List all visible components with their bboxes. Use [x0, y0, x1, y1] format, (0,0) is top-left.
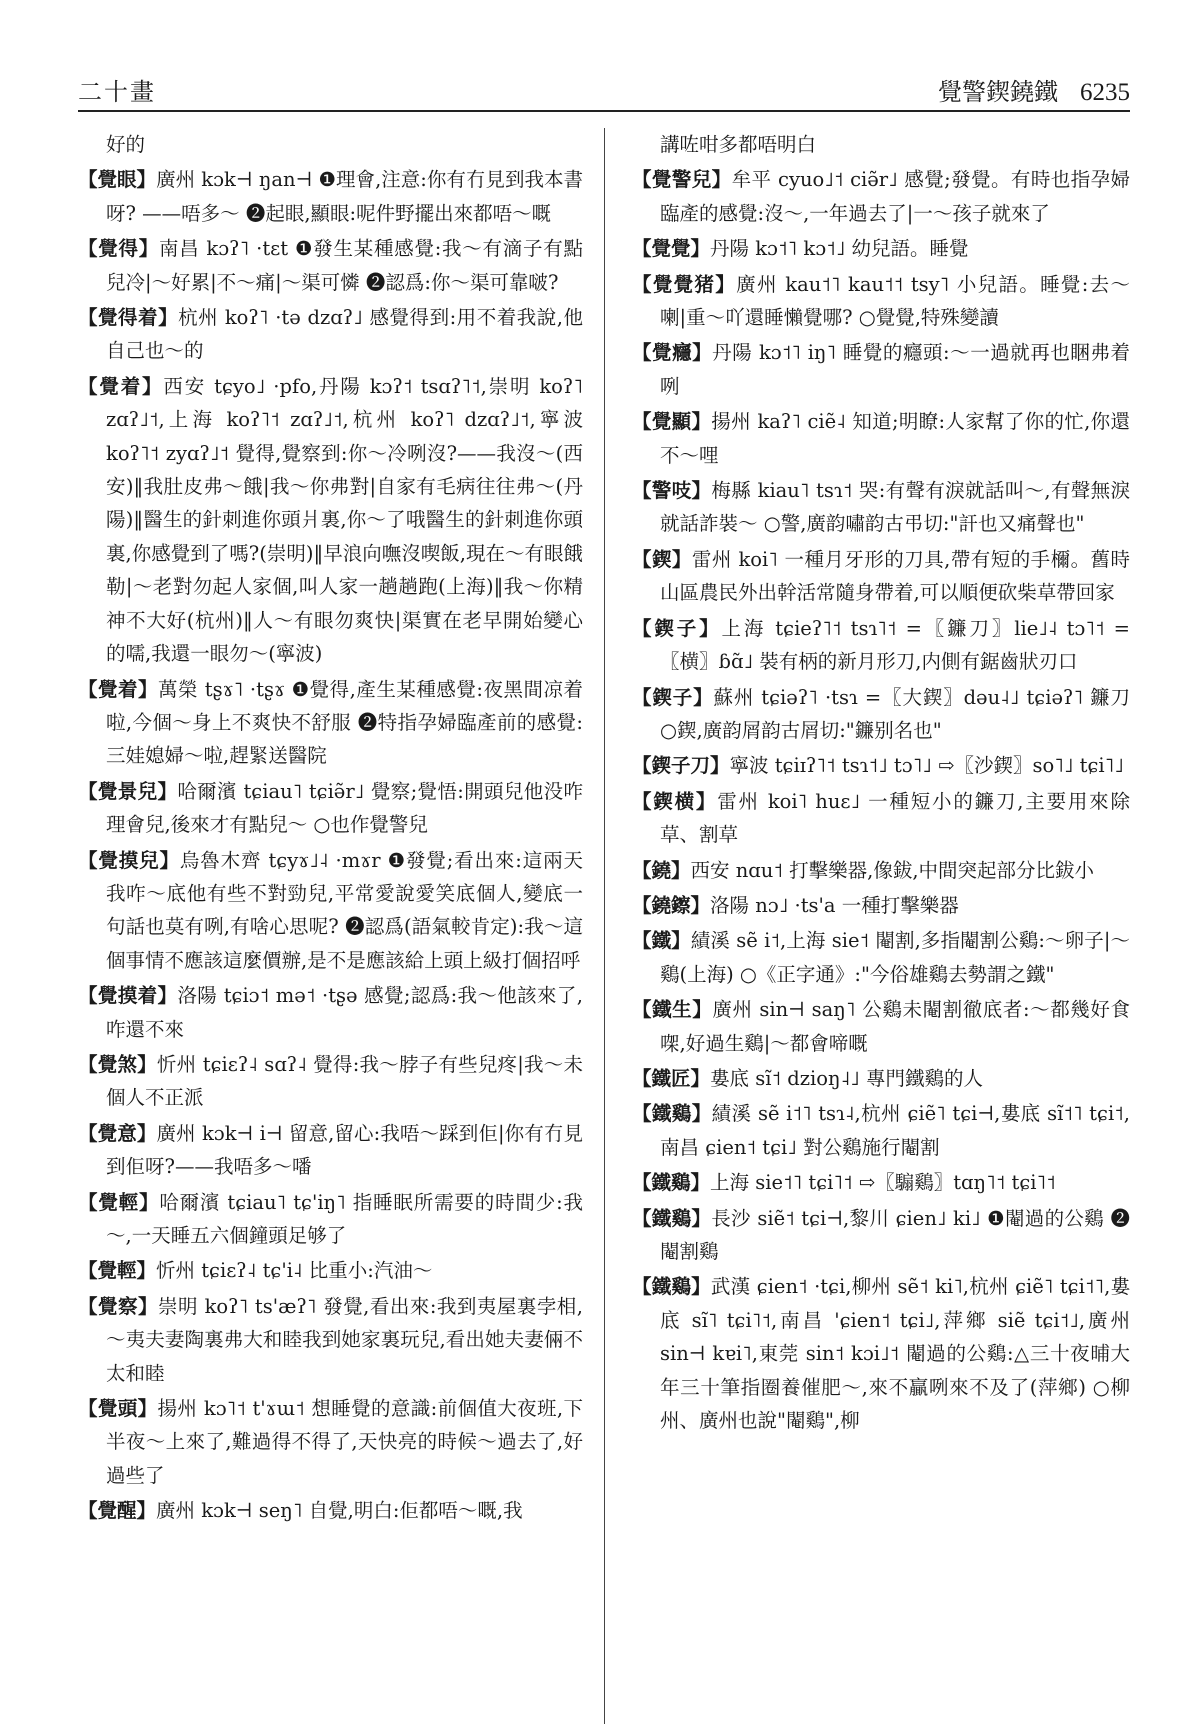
entry-text: 雷州 koi˥ huɛ˩ 一種短小的鐮刀,主要用來除草、割草: [660, 789, 1130, 847]
dictionary-entry: [632, 232, 1130, 265]
dictionary-entry: [78, 1254, 583, 1287]
dictionary-entry: [632, 1270, 1130, 1437]
entry-text: 廣州 sin⊣ saŋ˥ 公鷄未閹割徹底者:～都幾好食㗎,好過生鷄|～都會啼嘅: [660, 998, 1130, 1055]
entry-headword: 【覺輕】: [78, 1190, 160, 1214]
entry-text: 洛陽 nɔ˩ ·ts'a 一種打擊樂器: [710, 893, 959, 917]
column-divider: [604, 128, 605, 1724]
entry-headword: 【覺醒】: [78, 1499, 157, 1523]
right-column: [632, 128, 1130, 1439]
entry-headword: 【警吱】: [632, 479, 712, 503]
entry-headword: 【鐃鑔】: [632, 893, 711, 917]
entry-headword: 【鐵鷄】: [632, 1102, 712, 1126]
dictionary-entry: [632, 924, 1130, 991]
dictionary-entry: [78, 301, 583, 368]
dictionary-entry: [632, 612, 1130, 679]
entry-text: 萬榮 tʂɤ˥ ·tʂɤ ❶覺得,產生某種感覺:夜黑間凉着啦,今個～身上不爽快不舒服 ❷特指孕婦臨產前的感覺:三娃媳婦～啦,趕緊送醫院: [106, 677, 583, 768]
dictionary-entry: [632, 128, 1130, 161]
dictionary-entry: [78, 128, 583, 161]
dictionary-entry: [78, 163, 583, 230]
entry-headword: 【鐵鷄】: [632, 1206, 712, 1230]
dictionary-entry: [78, 775, 583, 842]
dictionary-entry: [632, 889, 1130, 922]
dictionary-entry: [78, 979, 583, 1046]
entry-headword: 【覺着】: [78, 677, 159, 701]
entry-text: 哈爾濱 tɕiau˥ tɕiə̃r˩ 覺察;覺悟:開頭兒他没咋理會兒,後來才有點兒～ ○也作覺警兒: [106, 779, 583, 837]
entry-headword: 【覺得着】: [78, 306, 179, 330]
entry-text: 長沙 siẽ˦ tɕi⊣,黎川 ɕien˩ ki˩ ❶閹過的公鷄 ❷閹割鷄: [660, 1206, 1130, 1263]
entry-text: 好的: [106, 133, 146, 156]
entry-text: 南昌 kɔʔ˥ ·tɛt ❶發生某種感覺:我～有滴子有點兒冷|～好累|不～痛|～渠可憐 ❷認爲:你～渠可靠啵?: [106, 237, 583, 294]
entry-headword: 【覺覺】: [632, 237, 711, 261]
dictionary-entry: [632, 163, 1130, 230]
header-rule: [78, 110, 1130, 112]
entry-text: 哈爾濱 tɕiau˥ tɕ'iŋ˥ 指睡眠所需要的時間少:我～,一天睡五六個鐘頭足够了: [106, 1190, 583, 1247]
entry-text: 揚州 kɔ˥˦ t'ɤɯ˦ 想睡覺的意識:前個值大夜班,下半夜～上來了,難過得不得了,天快亮的時候～過去了,好過些了: [106, 1397, 583, 1487]
dictionary-entry: [78, 232, 583, 299]
entry-text: 西安 tɕyo˩ ·pfo,丹陽 kɔʔ˦ tsɑʔ˥˦,崇明 koʔ˥ zɑʔ˩˦,上海 koʔ˥˦ zɑʔ˩˦,杭州 koʔ˥ dzɑʔ˩˦,寧波 koʔ˥˦ zyɑʔ˩˦ 覺得,覺察到:你～冷咧沒?——我沒～(西安)‖我肚皮弗～餓|我～你弗對|自家有毛病往往弗～(丹陽)‖醫生的針刺進你頭爿裏,你～了哦醫生的針刺進你頭裏,你感覺到了嗎?(崇明)‖早浪向嘸沒喫飯,現在～有眼餓勒|～老對勿起人家個,叫人家一趟趟跑(上海)‖我～你精神不大好(杭州)‖人～有眼勿爽快|渠實在老早開始變心的嚅,我還一眼勿～(寧波): [106, 374, 583, 666]
entry-headword: 【覺得】: [78, 237, 159, 261]
dictionary-entry: [78, 844, 583, 978]
entry-text: 揚州 kaʔ˥ ciẽ˨ 知道;明瞭:人家幫了你的忙,你還不～哩: [660, 410, 1130, 467]
dictionary-entry: [632, 993, 1130, 1060]
entry-text: 蘇州 tɕiəʔ˥ ·tsɿ =〖大鍥〗dəu˨˩ tɕiəʔ˥ 鐮刀 ○鍥,廣韵屑韵古屑切:"鐮别名也": [660, 685, 1130, 742]
dictionary-entry: [78, 1048, 583, 1115]
dictionary-entry: [78, 1290, 583, 1390]
dictionary-entry: [632, 405, 1130, 472]
entry-text: 廣州 kɔk⊣ seŋ˥ 自覺,明白:佢都唔～嘅,我: [156, 1499, 523, 1523]
entry-text: 忻州 tɕiɛʔ˨ sɑʔ˨ 覺得:我～脖子有些兒疼|我～未個人不正派: [106, 1052, 583, 1110]
entry-headword: 【鐵鷄】: [632, 1275, 711, 1299]
entry-headword: 【鍥】: [632, 547, 692, 571]
entry-text: 牟平 cyuo˩˦ ciə̃r˩ 感覺;發覺。有時也指孕婦臨產的感覺:沒～,一年過去了|一～孩子就來了: [660, 168, 1130, 225]
entry-headword: 【覺覺猪】: [632, 272, 737, 296]
entry-text: 績溪 sẽ i˦,上海 sie˦ 閹割,多指閹割公鷄:～卵子|～鷄(上海) ○《正字通》:"今俗雄鷄去勢謂之鐵": [660, 929, 1130, 986]
entry-text: 崇明 koʔ˥ ts'æʔ˥ 發覺,看出來:我到夷屋裏孛相,～夷夫妻陶裏弗大和睦我到她家裏玩兒,看出她夫妻倆不太和睦: [106, 1294, 583, 1385]
dictionary-entry: [78, 1494, 583, 1527]
entry-headword: 【鍥子】: [632, 616, 722, 640]
dictionary-entry: [632, 1062, 1130, 1095]
entry-text: 婁底 sĩ˦ dzioŋ˨˩ 專門鐵鷄的人: [710, 1066, 983, 1090]
entry-text: 廣州 kau˦˥ kau˦˦ tsy˥ 小兒語。睡覺:去～喇|重～吖還睡懶覺哪? ○覺覺,特殊變讀: [660, 272, 1130, 330]
dictionary-entry: [632, 268, 1130, 335]
entry-text: 杭州 koʔ˥ ·tə dzɑʔ˩ 感覺得到:用不着我說,他自己也～的: [106, 306, 583, 363]
dictionary-entry: [632, 474, 1130, 541]
page-header-right: [938, 72, 1130, 107]
dictionary-entry: [632, 749, 1130, 782]
dictionary-entry: [632, 543, 1130, 610]
entry-text: 雷州 koi˥ 一種月牙形的刀具,帶有短的手檷。舊時山區農民外出幹活常隨身帶着,可以順便砍柴草帶回家: [660, 547, 1130, 605]
dictionary-entry: [632, 336, 1130, 403]
dictionary-entry: [632, 785, 1130, 852]
dictionary-entry: [78, 370, 583, 671]
entry-text: 洛陽 tɕiɔ˦ mə˦ ·tʂə 感覺;認爲:我～他該來了,咋還不來: [106, 984, 583, 1041]
entry-text: 廣州 kɔk⊣ i⊣ 留意,留心:我唔～踩到佢|你有冇見到佢呀?——我唔多～噃: [106, 1121, 583, 1179]
entry-text: 丹陽 kɔ˦˥ kɔ˦˩ 幼兒語。睡覺: [710, 237, 969, 261]
page-header: [78, 70, 1130, 110]
dictionary-entry: [632, 1202, 1130, 1269]
entry-text: 廣州 kɔk⊣ ŋan⊣ ❶理會,注意:你有冇見到我本書呀? ——唔多～ ❷起眼,顯眼:呢件野擺出來都唔～嘅: [106, 168, 583, 225]
entry-headword: 【覺察】: [78, 1294, 158, 1318]
entry-headword: 【覺輕】: [78, 1259, 157, 1283]
entry-text: 寧波 tɕiɪʔ˥˦ tsɿ˦˩ tɔ˥˩ ⇨〖沙鍥〗so˥˩ tɕi˥˩: [729, 754, 1124, 778]
entry-text: 上海 tɕieʔ˥˦ tsɿ˥˦ =〖鐮刀〗lie˩˨ tɔ˥˦ =〖横〗ɓɑ̃˩ 裝有柄的新月形刀,内側有鋸齒狀刃口: [660, 616, 1130, 674]
left-column: [78, 128, 583, 1530]
entry-headword: 【鍥横】: [632, 789, 718, 813]
dictionary-entry: [78, 673, 583, 773]
dictionary-entry: [632, 681, 1130, 748]
entry-headword: 【覺意】: [78, 1121, 157, 1145]
dictionary-entry: [78, 1392, 583, 1492]
section-title: 二十畫: [78, 78, 156, 106]
entry-headword: 【覺摸着】: [78, 984, 178, 1008]
entry-text: 上海 sie˦˥ tɕi˥˦ ⇨〖騸鷄〗tɑŋ˥˦ tɕi˥˦: [710, 1171, 1056, 1195]
entry-text: 績溪 sẽ i˦˥ tsɿ˨,杭州 ɕiẽ˥ tɕi⊣,婁底 sĩ˦˥ tɕi˦,南昌 ɕien˦ tɕi˩ 對公鷄施行閹割: [660, 1102, 1130, 1159]
entry-text: 武漢 ɕien˦ ·tɕi,柳州 sẽ˦ ki˥,杭州 ɕiẽ˥ tɕi˦˥,婁底 sĩ˥ tɕi˥˦,南昌 'ɕien˦ tɕi˩,萍鄉 siẽ tɕi˦˩,廣州 sin⊣ kɐi˥,東莞 sin˦ kɔi˩˦ 閹過的公鷄:△三十夜晡大年三十筆指圈養催肥～,來不贏咧來不及了(萍鄉) ○柳州、廣州也說"閹鷄",柳: [660, 1275, 1130, 1433]
entry-text: 忻州 tɕiɛʔ˨ tɕ'i˨ 比重小:汽油～: [156, 1259, 433, 1283]
header-characters: 覺警鍥鐃鐵: [938, 78, 1058, 106]
dictionary-entry: [632, 854, 1130, 887]
entry-headword: 【覺摸兒】: [78, 848, 180, 872]
entry-headword: 【鍥子】: [632, 685, 714, 709]
entry-headword: 【覺顯】: [632, 410, 712, 434]
entry-headword: 【覺警兒】: [632, 168, 732, 192]
entry-headword: 【覺煞】: [78, 1052, 157, 1076]
entry-headword: 【覺頭】: [78, 1397, 158, 1421]
entry-headword: 【鐵】: [632, 929, 691, 953]
entry-headword: 【鐵生】: [632, 998, 713, 1022]
dictionary-entry: [632, 1166, 1130, 1199]
entry-text: 烏魯木齊 tɕyɤ˩˨ ·mɤr ❶發覺;看出來:這兩天我咋～底他有些不對勁兒,平常愛說愛笑底個人,變底一句話也莫有咧,有啥心思呢? ❷認爲(語氣較肯定):我～這個事情不應該這麼價辦,是不是應該給上頭上級打個招呼: [106, 848, 583, 972]
entry-headword: 【鐵匠】: [632, 1066, 711, 1090]
entry-text: 梅縣 kiau˥ tsɿ˦ 哭:有聲有淚就話叫～,有聲無淚就話詐裝～ ○警,廣韵嘯韵古弔切:"訐也又痛聲也": [660, 479, 1130, 536]
entry-headword: 【覺癮】: [632, 341, 713, 365]
entry-headword: 【鐃】: [632, 858, 691, 882]
entry-headword: 【覺眼】: [78, 168, 157, 192]
dictionary-entry: [78, 1186, 583, 1253]
entry-text: 丹陽 kɔ˦˥ iŋ˥ 睡覺的癮頭:～一過就再也睏弗着咧: [660, 341, 1130, 398]
entry-headword: 【鐵鷄】: [632, 1171, 711, 1195]
entry-headword: 【鍥子刀】: [632, 754, 730, 778]
entry-text: 西安 nɑu˦ 打擊樂器,像鈸,中間突起部分比鈸小: [690, 858, 1095, 882]
page-number: 6235: [1080, 79, 1130, 106]
entry-text: 講咗咁多都唔明白: [660, 133, 817, 156]
entry-headword: 【覺景兒】: [78, 779, 178, 803]
dictionary-entry: [78, 1117, 583, 1184]
entry-headword: 【覺着】: [78, 374, 164, 398]
dictionary-entry: [632, 1097, 1130, 1164]
